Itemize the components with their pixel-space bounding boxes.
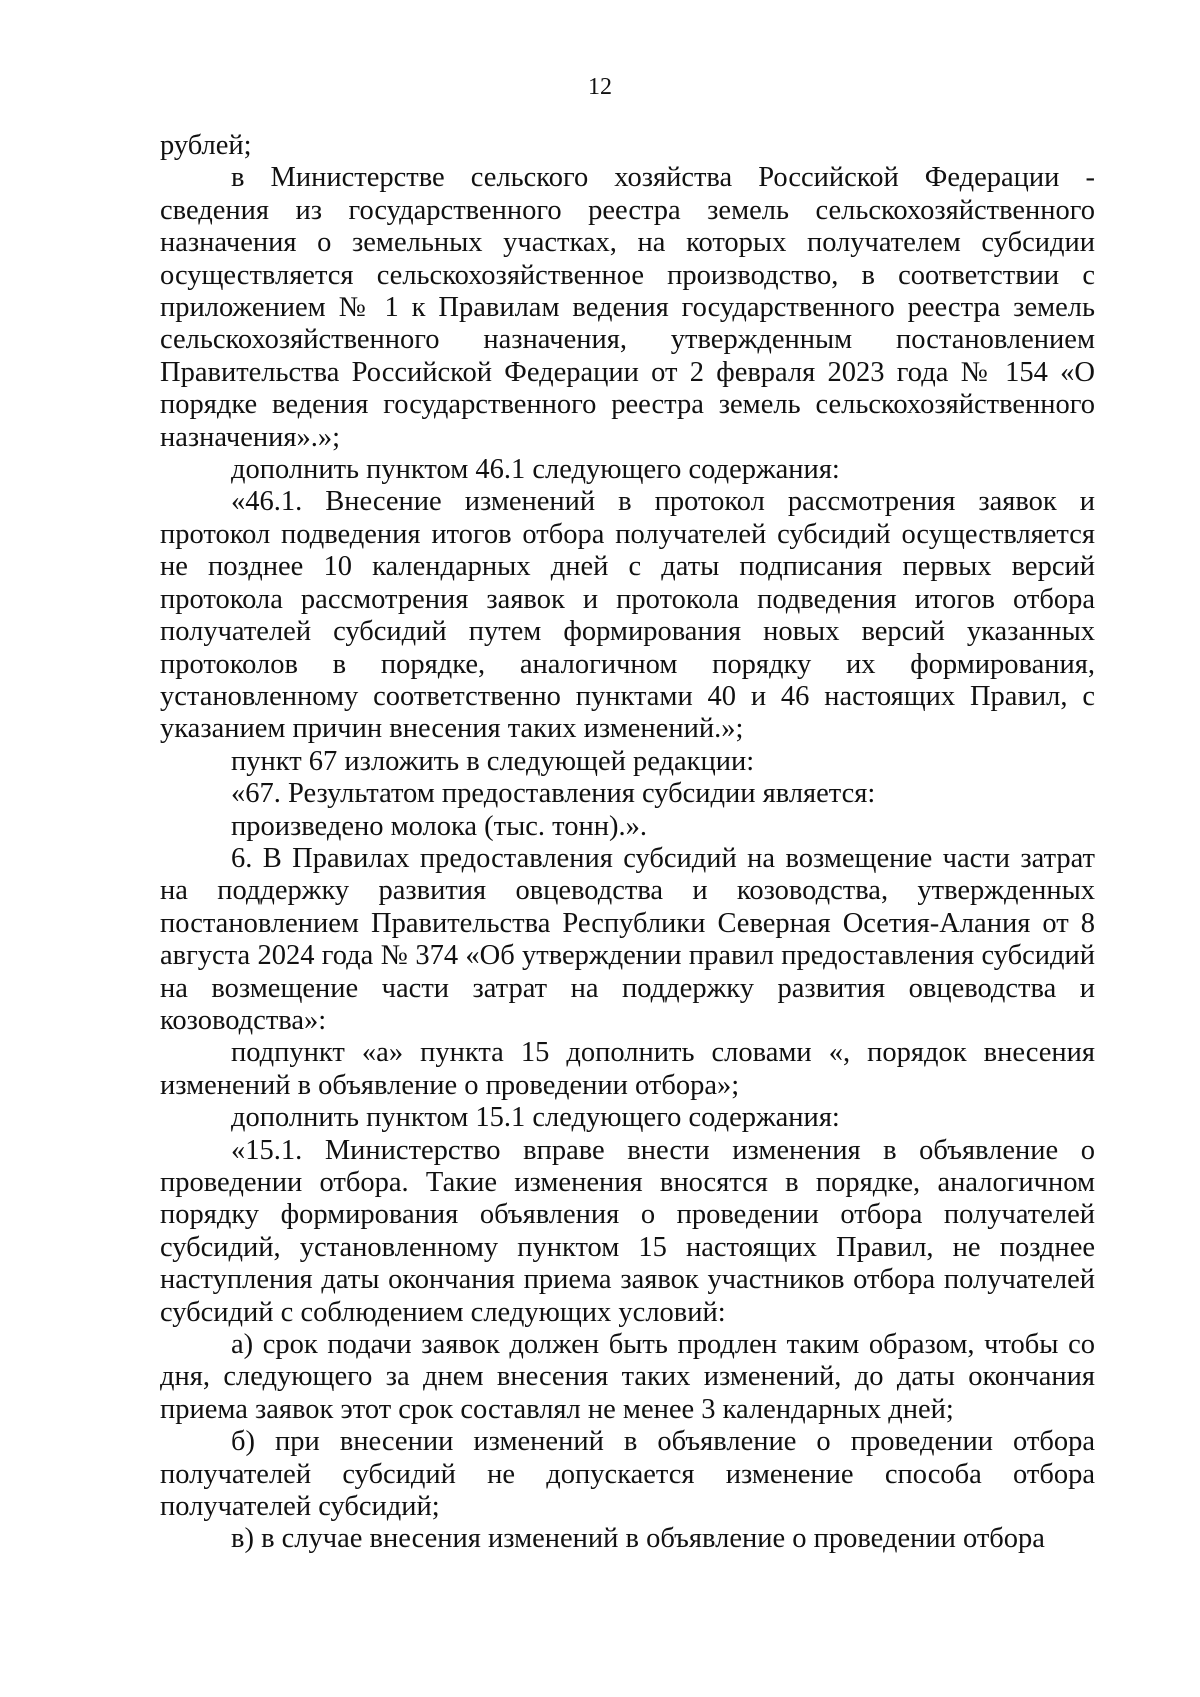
paragraph: «15.1. Министерство вправе внести изменения в объявление о проведении отбора. Такие изменения вносятся в порядке, аналогичном порядку формирования объявления о проведении отбора получателей субсидий, установленному пунктом 15 настоящих Правил, не позднее наступления даты окончания приема заявок участников отбора получателей субсидий с соблюдением следующих условий: bbox=[160, 1134, 1095, 1328]
paragraph: рублей; bbox=[160, 130, 252, 161]
paragraph: «46.1. Внесение изменений в протокол рассмотрения заявок и протокол подведения итогов отбора получателей субсидий осуществляется не позднее 10 календарных дней с даты подписания первых версий протокола рассмотрения заявок и протокола подведения итогов отбора получателей субсидий путем формирования новых версий указанных протоколов в порядке, аналогичном порядку их формирования, установленному соответственно пунктами 40 и 46 настоящих Правил, с указанием причин внесения таких изменений.»; bbox=[160, 486, 1095, 745]
paragraph: в) в случае внесения изменений в объявление о проведении отбора bbox=[231, 1523, 1045, 1555]
paragraph: произведено молока (тыс. тонн).». bbox=[231, 810, 647, 842]
document-body bbox=[160, 130, 1095, 1556]
paragraph: дополнить пунктом 46.1 следующего содержания: bbox=[231, 454, 840, 486]
paragraph: б) при внесении изменений в объявление о проведении отбора получателей субсидий не допускается изменение способа отбора получателей субсидий; bbox=[160, 1426, 1095, 1523]
paragraph: пункт 67 изложить в следующей редакции: bbox=[231, 745, 755, 777]
paragraph: подпункт «а» пункта 15 дополнить словами «, порядок внесения изменений в объявление о проведении отбора»; bbox=[160, 1037, 1095, 1101]
paragraph: 6. В Правилах предоставления субсидий на возмещение части затрат на поддержку развития овцеводства и козоводства, утвержденных постановлением Правительства Республики Северная Осетия-Алания от 8 августа 2024 года № 374 «Об утверждении правил предоставления субсидий на возмещение части затрат на поддержку развития овцеводства и козоводства»: bbox=[160, 842, 1095, 1036]
page-number: 12 bbox=[588, 74, 612, 100]
paragraph: дополнить пунктом 15.1 следующего содержания: bbox=[231, 1102, 840, 1134]
paragraph: в Министерстве сельского хозяйства Российской Федерации - сведения из государственного реестра земель сельскохозяйственного назначения о земельных участках, на которых получателем субсидии осуществляется сельскохозяйственное производство, в соответствии с приложением № 1 к Правилам ведения государственного реестра земель сельскохозяйственного назначения, утвержденным постановлением Правительства Российской Федерации от 2 февраля 2023 года № 154 «О порядке ведения государственного реестра земель сельскохозяйственного назначения».»; bbox=[160, 162, 1095, 453]
paragraph: а) срок подачи заявок должен быть продлен таким образом, чтобы со дня, следующего за днем внесения таких изменений, до даты окончания приема заявок этот срок составлял не менее 3 календарных дней; bbox=[160, 1329, 1095, 1425]
paragraph: «67. Результатом предоставления субсидии является: bbox=[231, 778, 876, 810]
